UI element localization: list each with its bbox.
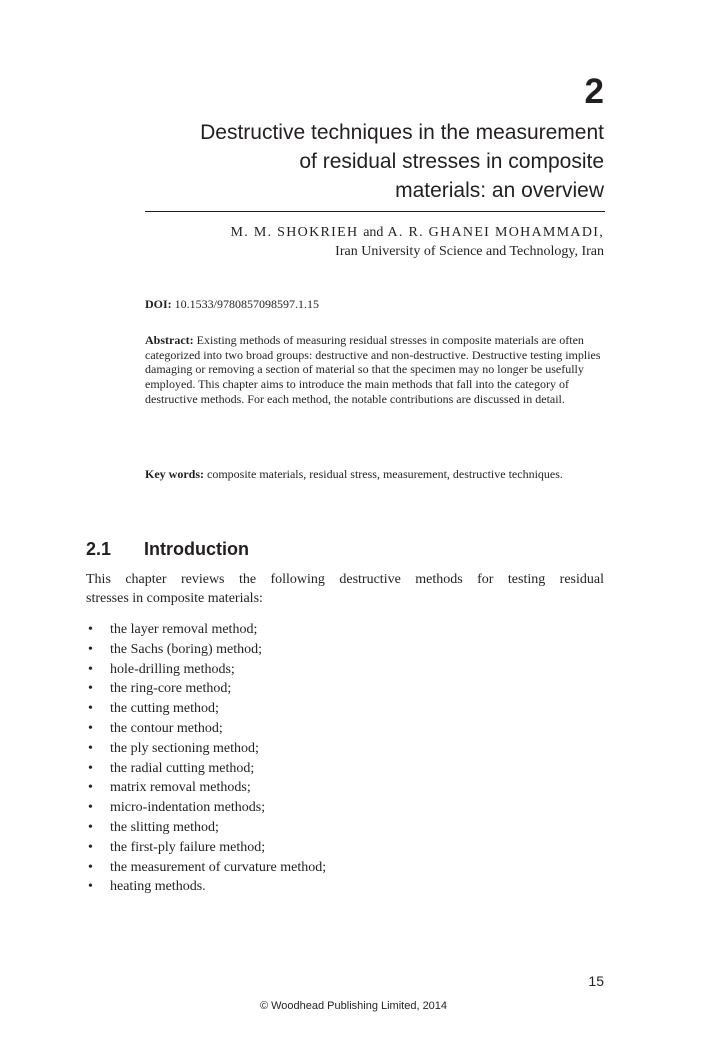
- chapter-title-line: materials: an overview: [395, 179, 604, 202]
- chapter-title-line: of residual stresses in composite: [299, 150, 604, 173]
- list-item-text: hole-drilling methods;: [110, 661, 235, 677]
- bullet-icon: •: [88, 661, 93, 677]
- bullet-icon: •: [88, 780, 93, 796]
- abstract-text: Existing methods of measuring residual stresses in composite materials are often categorized into two broad groups: destructive and non-destructive. Destructive testing implies damaging or removing a section of material so that the specimen may no longer be usefully employed. This chapter aims to introduce the main methods that fall into the category of destructive methods. For each method, the notable contributions are discussed in detail.: [145, 333, 601, 406]
- bullet-icon: •: [88, 641, 93, 657]
- list-item-text: the contour method;: [110, 720, 223, 736]
- chapter-title: [104, 118, 604, 205]
- list-item: [86, 699, 326, 719]
- author-names: [230, 223, 604, 242]
- abstract-label: Abstract:: [145, 333, 194, 347]
- bullet-icon: •: [88, 760, 93, 776]
- section-number: 2.1: [86, 539, 112, 559]
- author-name: A. R. GHANEI MOHAMMADI,: [387, 225, 604, 240]
- bullet-icon: •: [88, 819, 93, 835]
- author-name: M. M. SHOKRIEH: [230, 225, 359, 240]
- list-item: [86, 679, 326, 699]
- bullet-icon: •: [88, 740, 93, 756]
- list-item: [86, 838, 326, 858]
- bullet-icon: •: [88, 701, 93, 717]
- abstract: [145, 333, 607, 407]
- bullet-icon: •: [88, 879, 93, 895]
- intro-line: stresses in composite materials:: [86, 591, 263, 606]
- doi-label: DOI:: [145, 297, 172, 311]
- list-item-text: the measurement of curvature method;: [110, 859, 327, 875]
- chapter-number: 2: [584, 72, 604, 111]
- list-item: [86, 798, 326, 818]
- title-divider: [145, 211, 605, 212]
- list-item-text: the layer removal method;: [110, 622, 258, 637]
- section-title: Introduction: [144, 539, 249, 559]
- methods-list: [86, 620, 326, 897]
- list-item-text: the ply sectioning method;: [110, 740, 259, 756]
- list-item-text: micro-indentation methods;: [110, 800, 266, 816]
- list-item: [86, 719, 326, 739]
- list-item: [86, 640, 326, 660]
- list-item-text: heating methods.: [110, 879, 206, 895]
- list-item: [86, 877, 326, 897]
- bullet-icon: •: [88, 800, 93, 816]
- list-item: [86, 818, 326, 838]
- list-item-text: the ring-core method;: [110, 681, 232, 697]
- list-item-text: the Sachs (boring) method;: [110, 641, 263, 657]
- list-item: [86, 858, 326, 878]
- bullet-icon: •: [88, 839, 93, 855]
- chapter-title-line: Destructive techniques in the measurement: [200, 121, 604, 144]
- list-item: [86, 660, 326, 680]
- list-item-text: matrix removal methods;: [110, 780, 251, 796]
- bullet-icon: •: [88, 720, 93, 736]
- list-item: [86, 620, 326, 640]
- copyright-notice: © Woodhead Publishing Limited, 2014: [259, 1000, 448, 1012]
- keywords-text: composite materials, residual stress, measurement, destructive techniques.: [207, 467, 563, 481]
- bullet-icon: •: [88, 622, 93, 637]
- author-affiliation: Iran University of Science and Technology, Iran: [335, 244, 604, 259]
- list-item: [86, 739, 326, 759]
- section-heading: [86, 537, 249, 561]
- author-block: [230, 223, 604, 261]
- bullet-icon: •: [88, 681, 93, 697]
- intro-paragraph: [86, 570, 604, 608]
- bullet-icon: •: [88, 859, 93, 875]
- keywords: [145, 467, 607, 482]
- list-item: [86, 778, 326, 798]
- list-item-text: the radial cutting method;: [110, 760, 255, 776]
- list-item-text: the first-ply failure method;: [110, 839, 266, 855]
- keywords-label: Key words:: [145, 467, 204, 481]
- list-item: [86, 759, 326, 779]
- list-item-text: the slitting method;: [110, 819, 219, 835]
- doi-line: [145, 296, 319, 312]
- author-conjunction: and: [363, 225, 384, 240]
- page-number: 15: [588, 973, 604, 989]
- intro-line: This chapter reviews the following destructive methods for testing residual: [86, 572, 604, 587]
- list-item-text: the cutting method;: [110, 701, 219, 717]
- doi-value: 10.1533/9780857098597.1.15: [174, 297, 320, 311]
